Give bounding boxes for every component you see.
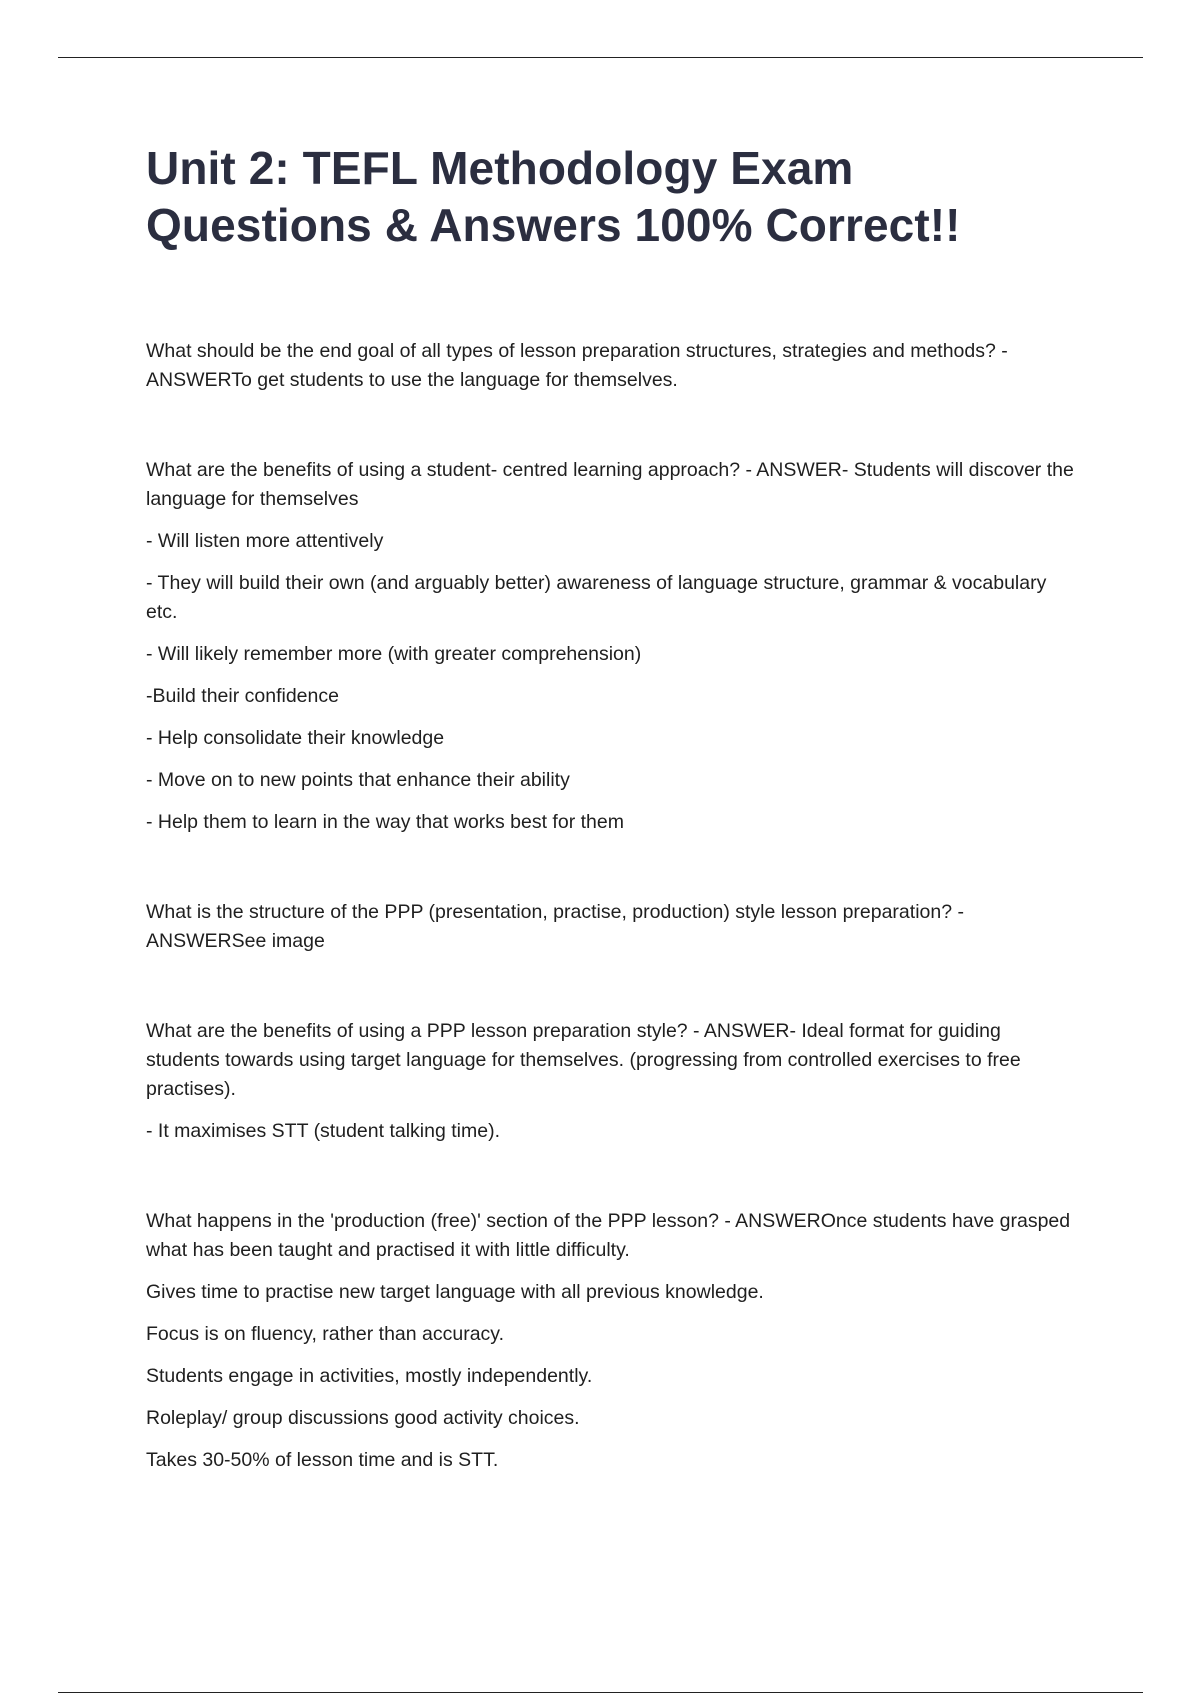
qa-item [146, 898, 1076, 956]
answer-line: Focus is on fluency, rather than accuracy. [146, 1323, 505, 1345]
qa-item [146, 456, 1076, 837]
answer-line: - Help them to learn in the way that works best for them [146, 811, 624, 833]
answer-line: - Help consolidate their knowledge [146, 727, 445, 749]
qa-question-answer: What are the benefits of using a PPP lesson preparation style? - ANSWER- Ideal format for guiding students towards using target language for themselves. (progressing from controlled exercises to free practises). [146, 1020, 1021, 1100]
answer-line: Takes 30-50% of lesson time and is STT. [146, 1449, 499, 1471]
qa-question-answer: What should be the end goal of all types of lesson preparation structures, strategies and methods? - ANSWERTo get students to use the language for themselves. [146, 340, 1008, 391]
answer-line: -Build their confidence [146, 685, 339, 707]
qa-list [146, 337, 1076, 1475]
top-rule [58, 57, 1143, 58]
bottom-rule [58, 1692, 1143, 1693]
qa-question-answer: What are the benefits of using a student- centred learning approach? - ANSWER- Students will discover the language for themselves [146, 459, 1074, 510]
answer-line: Gives time to practise new target language with all previous knowledge. [146, 1281, 764, 1303]
answer-line: Students engage in activities, mostly independently. [146, 1365, 593, 1387]
qa-question-answer: What happens in the 'production (free)' section of the PPP lesson? - ANSWEROnce students have grasped what has been taught and practised it with little difficulty. [146, 1210, 1071, 1261]
answer-line: Roleplay/ group discussions good activity choices. [146, 1407, 580, 1429]
qa-item [146, 1017, 1076, 1146]
document-title: Unit 2: TEFL Methodology Exam Questions & Answers 100% Correct!! [146, 142, 961, 251]
qa-item [146, 337, 1076, 395]
qa-item [146, 1207, 1076, 1475]
answer-line: - They will build their own (and arguably better) awareness of language structure, grammar & vocabulary etc. [146, 572, 1047, 623]
answer-line: - Move on to new points that enhance their ability [146, 769, 570, 791]
answer-line: - It maximises STT (student talking time). [146, 1120, 500, 1142]
document-body [146, 140, 1076, 1475]
answer-line: - Will likely remember more (with greater comprehension) [146, 643, 642, 665]
answer-line: - Will listen more attentively [146, 530, 384, 552]
qa-question-answer: What is the structure of the PPP (presentation, practise, production) style lesson preparation? - ANSWERSee image [146, 901, 964, 952]
